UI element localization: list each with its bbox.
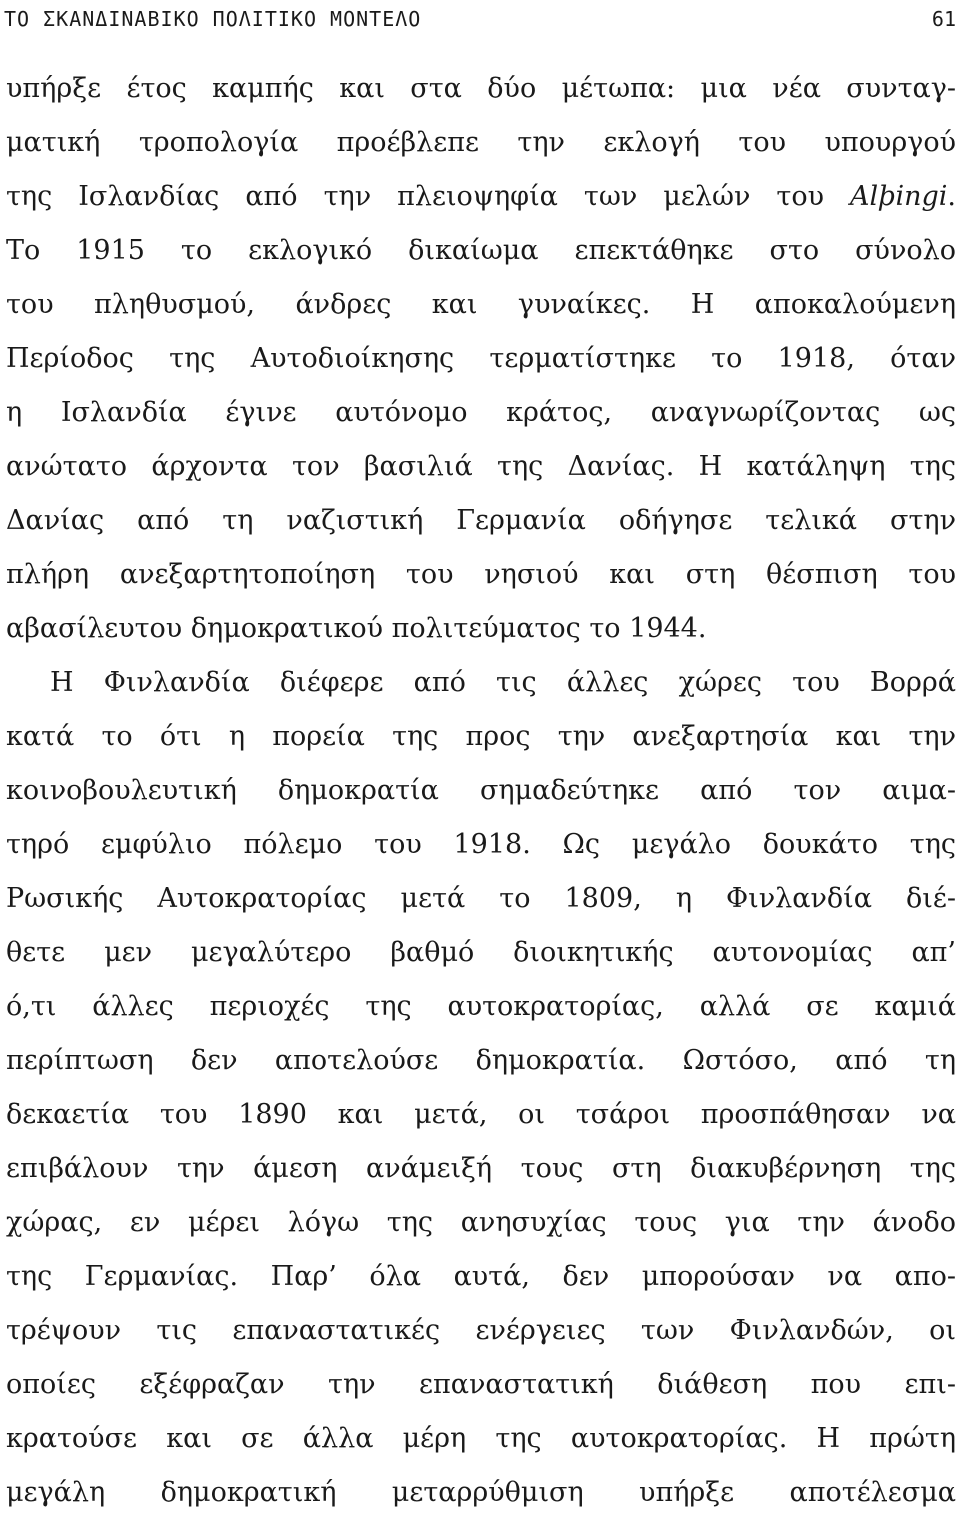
- paragraph-first-line: Η Φινλανδία διέφερε από τις άλλες χώρες του Βορρά: [50, 667, 956, 698]
- text-line: κρατούσε και σε άλλα μέρη της αυτοκρατορίας. Η πρώτη: [6, 1423, 956, 1454]
- text-line: ανώτατο άρχοντα τον βασιλιά της Δανίας. Η κατάληψη της: [6, 451, 956, 482]
- text-line: οποίες εξέφραζαν την επαναστατική διάθεση που επι-: [6, 1369, 956, 1400]
- text-line: μεγάλη δημοκρατική μεταρρύθμιση υπήρξε αποτέλεσμα: [6, 1477, 956, 1508]
- text-line: δεκαετία του 1890 και μετά, οι τσάροι προσπάθησαν να: [6, 1099, 956, 1130]
- text-line: πλήρη ανεξαρτητοποίηση του νησιού και στη θέσπιση του: [6, 559, 956, 590]
- text-line: υπήρξε έτος καμπής και στα δύο μέτωπα: μια νέα συνταγ-: [6, 73, 956, 104]
- body-text: [6, 62, 956, 1520]
- text-line: χώρας, εν μέρει λόγω της ανησυχίας τους για την άνοδο: [6, 1207, 956, 1238]
- italic-term: Alþingi: [850, 181, 948, 212]
- text-line: τρέψουν τις επαναστατικές ενέργειες των Φινλανδών, οι: [6, 1315, 956, 1346]
- text-line: κοινοβουλευτική δημοκρατία σημαδεύτηκε από τον αιμα-: [6, 775, 956, 806]
- text-line: ό,τι άλλες περιοχές της αυτοκρατορίας, αλλά σε καμιά: [6, 991, 956, 1022]
- page-number: 61: [931, 7, 956, 31]
- page-header: [4, 4, 956, 34]
- text-line: περίπτωση δεν αποτελούσε δημοκρατία. Ωστόσο, από τη: [6, 1045, 956, 1076]
- text-line: Το 1915 το εκλογικό δικαίωμα επεκτάθηκε στο σύνολο: [6, 235, 956, 266]
- text-line: επιβάλουν την άμεση ανάμειξή τους στη διακυβέρνηση της: [6, 1153, 956, 1184]
- text-line: ματική τροπολογία προέβλεπε την εκλογή του υπουργού: [6, 127, 956, 158]
- text-line: της Ισλανδίας από την πλειοψηφία των μελών του Alþingi.: [6, 181, 956, 212]
- text-line: Δανίας από τη ναζιστική Γερμανία οδήγησε τελικά στην: [6, 505, 956, 536]
- text-line: Ρωσικής Αυτοκρατορίας μετά το 1809, η Φινλανδία διέ-: [6, 883, 956, 914]
- text-line: Περίοδος της Αυτοδιοίκησης τερματίστηκε το 1918, όταν: [6, 343, 956, 374]
- text-line: κατά το ότι η πορεία της προς την ανεξαρτησία και την: [6, 721, 956, 752]
- text-line: θετε μεν μεγαλύτερο βαθμό διοικητικής αυτονομίας απ’: [6, 937, 956, 968]
- text-line: της Γερμανίας. Παρ’ όλα αυτά, δεν μπορούσαν να απο-: [6, 1261, 956, 1292]
- running-title: ΤΟ ΣΚΑΝΔΙΝΑΒΙΚΟ ΠΟΛΙΤΙΚΟ ΜΟΝΤΕΛΟ: [4, 7, 422, 31]
- text-line: του πληθυσμού, άνδρες και γυναίκες. Η αποκαλούμενη: [6, 289, 956, 320]
- text-line: αβασίλευτου δημοκρατικού πολιτεύματος το 1944.: [6, 613, 707, 644]
- text-line: η Ισλανδία έγινε αυτόνομο κράτος, αναγνωρίζοντας ως: [6, 397, 956, 428]
- text-line: τηρό εμφύλιο πόλεμο του 1918. Ως μεγάλο δουκάτο της: [6, 829, 956, 860]
